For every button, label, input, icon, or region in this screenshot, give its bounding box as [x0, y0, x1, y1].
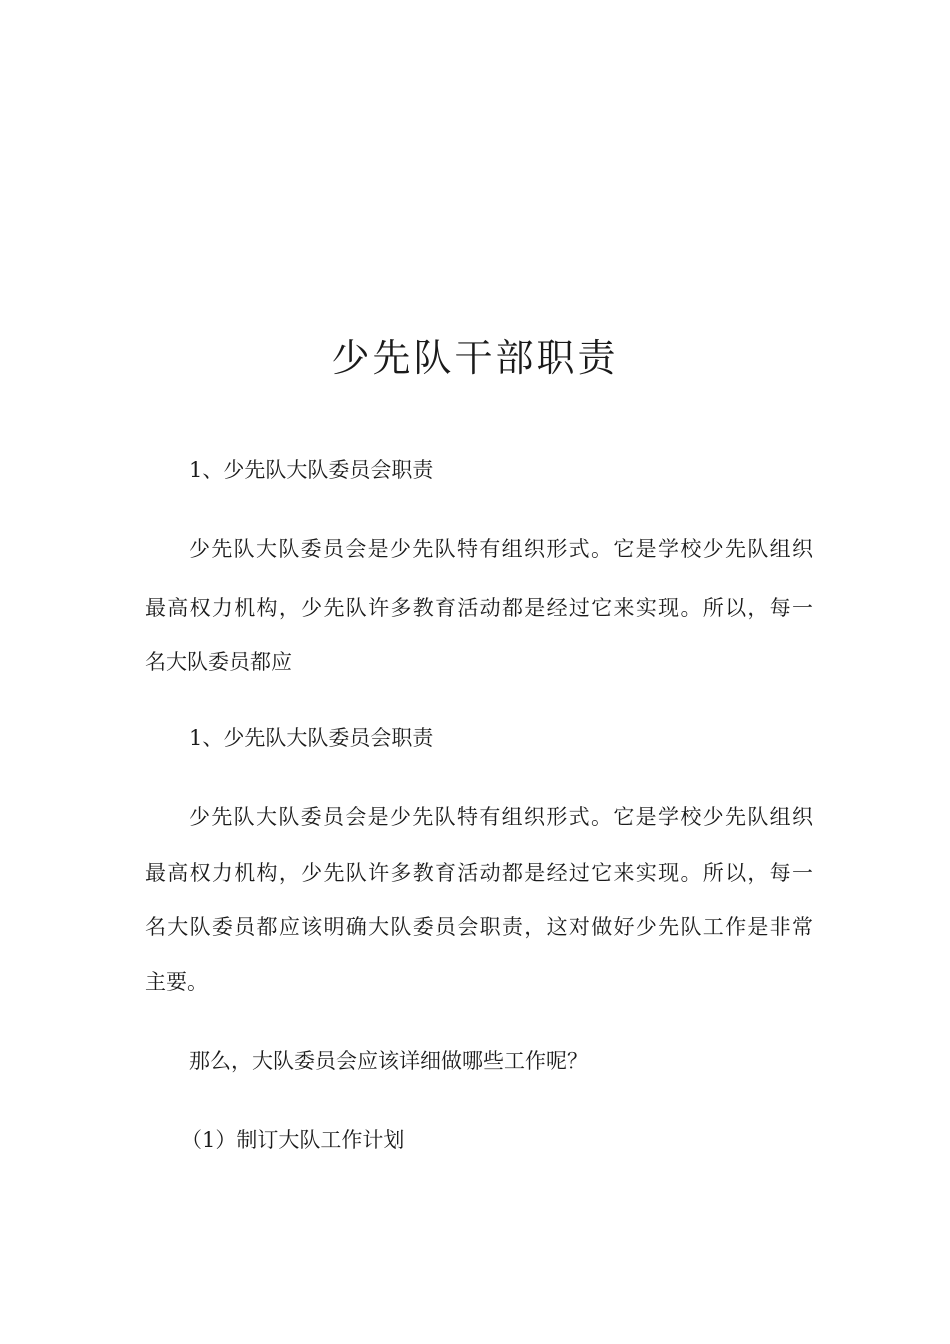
section-heading-2: 1、少先队大队委员会职责	[189, 726, 434, 750]
paragraph-1-line-2: 最高权力机构，少先队许多教育活动都是经过它来实现。所以，每一	[145, 596, 813, 620]
section-heading-1: 1、少先队大队委员会职责	[189, 458, 434, 482]
paragraph-1-line-1: 少先队大队委员会是少先队特有组织形式。它是学校少先队组织	[189, 537, 813, 561]
paragraph-3-line-1: 那么，大队委员会应该详细做哪些工作呢？	[189, 1049, 588, 1073]
paragraph-2-line-4: 主要。	[145, 970, 208, 994]
list-item-1: （1）制订大队工作计划	[181, 1128, 405, 1152]
paragraph-1-line-3: 名大队委员都应	[145, 650, 292, 674]
paragraph-2-line-3: 名大队委员都应该明确大队委员会职责，这对做好少先队工作是非常	[145, 915, 813, 939]
paragraph-2-line-2: 最高权力机构，少先队许多教育活动都是经过它来实现。所以，每一	[145, 861, 813, 885]
paragraph-2-line-1: 少先队大队委员会是少先队特有组织形式。它是学校少先队组织	[189, 805, 813, 829]
document-title: 少先队干部职责	[331, 336, 619, 380]
